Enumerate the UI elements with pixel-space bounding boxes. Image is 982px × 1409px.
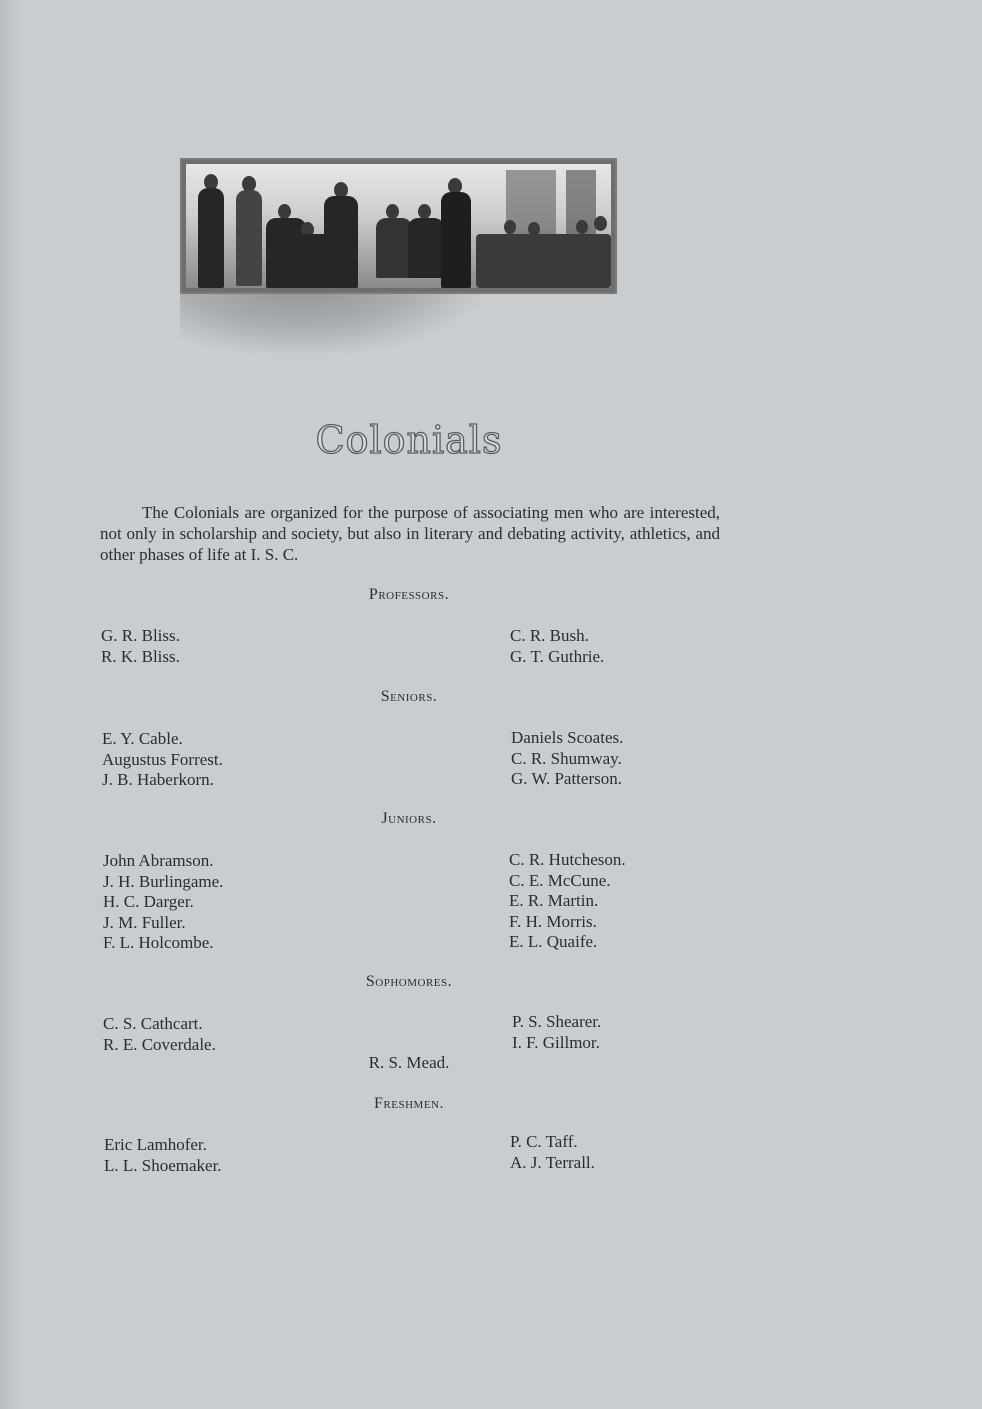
member-name: J. M. Fuller. — [103, 912, 186, 932]
member-name: Eric Lamhofer. — [104, 1135, 207, 1154]
member-name: E. Y. Cable. — [102, 729, 183, 748]
member-name: E. L. Quaife. — [509, 932, 598, 951]
member-name: G. R. Bliss. — [101, 626, 180, 645]
heading-freshmen: Freshmen. — [374, 1095, 444, 1112]
sophomores-right-column — [512, 1012, 601, 1053]
juniors-left-column — [103, 851, 223, 954]
member-name: F. L. Holcombe. — [103, 933, 214, 952]
member-name: H. C. Darger. — [103, 892, 194, 911]
group-photo — [180, 158, 617, 353]
member-name: P. S. Shearer. — [512, 1012, 602, 1031]
member-name: C. R. Bush. — [510, 626, 589, 645]
photo-frame — [180, 158, 617, 294]
seniors-right-column — [511, 728, 623, 790]
member-name: L. L. Shoemaker. — [104, 1155, 222, 1175]
member-name: J. H. Burlingame. — [103, 871, 224, 891]
member-name: R. K. Bliss. — [101, 646, 180, 666]
member-name: C. E. McCune. — [509, 870, 611, 890]
sophomores-center-name: R. S. Mead. — [368, 1053, 450, 1072]
member-name: Augustus Forrest. — [102, 749, 223, 769]
seniors-left-column — [102, 729, 223, 791]
member-name: C. R. Hutcheson. — [509, 850, 626, 869]
freshmen-right-column — [510, 1132, 595, 1173]
heading-sophomores: Sophomores. — [365, 973, 453, 990]
heading-professors: Professors. — [368, 586, 450, 603]
member-name: C. S. Cathcart. — [103, 1014, 203, 1033]
member-name: C. R. Shumway. — [511, 748, 622, 768]
professors-left-column — [101, 626, 180, 667]
member-name: G. T. Guthrie. — [510, 646, 605, 666]
member-name: I. F. Gillmor. — [512, 1032, 600, 1052]
member-name: G. W. Patterson. — [511, 769, 622, 788]
member-name: J. B. Haberkorn. — [102, 770, 214, 789]
member-name: R. E. Coverdale. — [103, 1034, 216, 1054]
photo-image — [186, 164, 611, 288]
member-name: P. C. Taff. — [510, 1132, 578, 1151]
member-name: A. J. Terrall. — [510, 1152, 595, 1172]
freshmen-left-column — [104, 1135, 222, 1176]
juniors-right-column — [509, 850, 626, 953]
member-name: Daniels Scoates. — [511, 728, 624, 747]
member-name: F. H. Morris. — [509, 911, 597, 931]
professors-right-column — [510, 626, 604, 667]
member-name: E. R. Martin. — [509, 891, 599, 910]
sophomores-left-column — [103, 1014, 216, 1055]
heading-seniors: Seniors. — [380, 688, 438, 705]
heading-juniors: Juniors. — [381, 810, 437, 827]
intro-paragraph: The Colonials are organized for the purpose of associating men who are interested, not only in scholarship and society, but also in literary and debating activity, athletics, and other phases of life at I. S. C. — [100, 503, 720, 564]
member-name: John Abramson. — [103, 851, 214, 870]
page-title: Colonials — [315, 418, 503, 462]
